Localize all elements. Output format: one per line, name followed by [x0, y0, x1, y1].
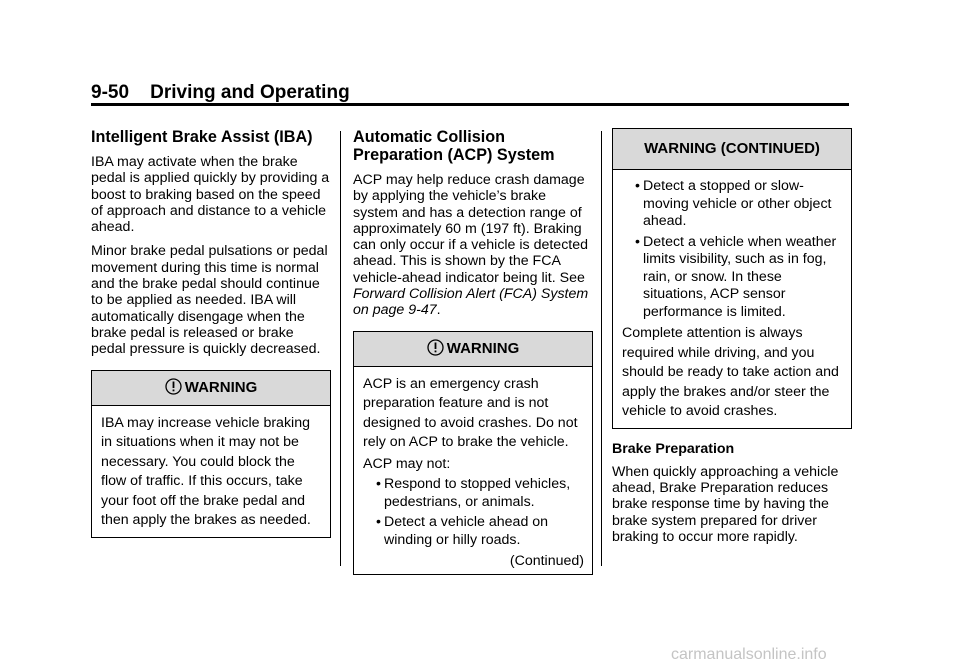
warning-header: WARNING (CONTINUED) [613, 129, 851, 170]
section-heading-iba: Intelligent Brake Assist (IBA) [91, 128, 313, 146]
bullet-icon: • [376, 476, 381, 493]
bullet-item: • Detect a vehicle ahead on winding or hilly roads. [376, 514, 549, 548]
watermark: carmanualsonline.info [671, 646, 827, 663]
warning-title: WARNING [184, 378, 258, 396]
continued-label: (Continued) [509, 553, 584, 570]
warning-body [92, 406, 330, 537]
warning-header [354, 332, 592, 367]
column-1 [91, 128, 331, 538]
paragraph: ACP may help reduce crash damage by applying the vehicle’s brake system and has a detection range of approximately 60 m (197 ft). Braking can only occur if a vehicle is detected ahead. This is shown by the FCA vehicle-ahead indicator being lit. See Forward Collision Alert (FCA) System on page 9-47. [353, 172, 589, 319]
section-heading-acp: Automatic Collision Preparation (ACP) System [353, 128, 555, 164]
bullet-item: • Detect a vehicle when weather limits visibility, such as in fog, rain, or snow. In these situations, ACP sensor performance is limited. [635, 233, 837, 320]
bullet-icon: • [376, 514, 381, 531]
warning-body [613, 170, 851, 428]
column-2 [353, 128, 593, 575]
warning-text: ACP may not: [363, 455, 451, 472]
warning-header [92, 371, 330, 406]
warning-icon [165, 378, 182, 395]
bullet-item: • Detect a stopped or slow-moving vehicle or other object ahead. [635, 178, 832, 229]
warning-body [354, 367, 592, 575]
paragraph: Minor brake pedal pulsations or pedal movement during this time is normal and the brake pedal should continue to be applied as needed. IBA will automatically disengage when the brake pedal is released or brake pedal pressure is quickly decreased. [91, 243, 328, 358]
warning-title: WARNING [446, 339, 520, 357]
page-number: 9-50 [91, 82, 130, 103]
warning-icon [427, 339, 444, 356]
bullet-item: • Respond to stopped vehicles, pedestrians, or animals. [376, 476, 571, 510]
warning-text: IBA may increase vehicle braking in situations when it may not be necessary. You could block the flow of traffic. If this occurs, take your foot off the brake pedal and then apply the brakes as needed. [101, 414, 311, 529]
warning-text: ACP is an emergency crash preparation feature and is not designed to avoid crashes. Do not rely on ACP to brake the vehicle. [363, 375, 578, 451]
section-title: Driving and Operating [150, 82, 350, 103]
warning-box-continued [612, 128, 852, 429]
bullet-icon: • [635, 178, 640, 194]
subheading-brake-preparation: Brake Preparation [612, 440, 735, 457]
bullet-icon: • [635, 233, 640, 250]
column-divider [601, 131, 602, 566]
warning-box [91, 370, 331, 538]
column-divider [340, 131, 341, 566]
page-header [91, 82, 350, 104]
cross-reference-link[interactable]: Forward Collision Alert (FCA) System on page 9-47 [353, 286, 589, 319]
header-rule [91, 103, 849, 106]
paragraph: IBA may activate when the brake pedal is applied quickly by providing a boost to braking based on the speed of approach and distance to a vehicle ahead. [91, 154, 330, 236]
paragraph: When quickly approaching a vehicle ahead, Brake Preparation reduces brake response time by having the brake system prepared for driver braking to occur more rapidly. [612, 463, 839, 545]
warning-box [353, 331, 593, 576]
column-3 [612, 128, 852, 553]
warning-text: Complete attention is always required while driving, and you should be ready to take action and apply the brakes and/or steer the vehicle to avoid crashes. [622, 325, 839, 419]
